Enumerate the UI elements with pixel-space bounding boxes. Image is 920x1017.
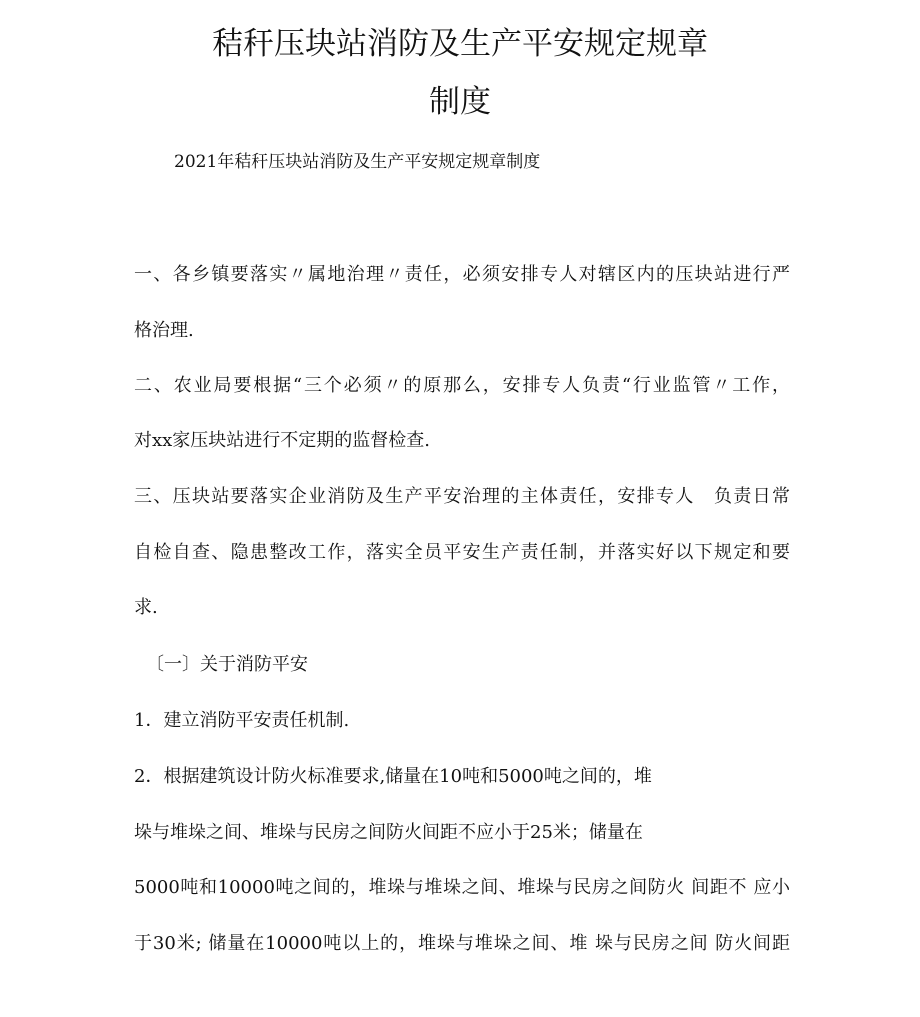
item-2-line-3: 5000吨和10000吨之间的，堆垛与堆垛之间、堆垛与民房之间防火 间距不 应小	[134, 877, 790, 898]
paragraph-3-line-1: 三、压块站要落实企业消防及生产平安治理的主体责任，安排专人 负责日常	[134, 486, 790, 507]
paragraph-2-line-1: 二、农业局要根据“三个必须〃的原那么，安排专人负责“行业监管〃工作，	[134, 375, 790, 396]
paragraph-2-line-2: 对xx家压块站进行不定期的监督检查.	[134, 430, 431, 451]
document-subtitle: 2021年秸秆压块站消防及生产平安规定规章制度	[174, 152, 541, 172]
item-2-line-1: 2．根据建筑设计防火标准要求,储量在10吨和5000吨之间的，堆	[134, 766, 652, 787]
section-heading-fire-safety: 〔一〕关于消防平安	[146, 654, 308, 675]
item-2-line-4: 于30米; 储量在10000吨以上的，堆垛与堆垛之间、堆 垛与民房之间 防火间距	[134, 933, 790, 954]
paragraph-1-line-2: 格治理.	[134, 320, 194, 341]
paragraph-3-line-3: 求.	[134, 597, 158, 618]
paragraph-1-line-1: 一、各乡镇要落实〃属地治理〃责任，必须安排专人对辖区内的压块站进行严	[134, 264, 790, 285]
item-1: 1．建立消防平安责任机制.	[134, 710, 350, 731]
item-2-line-2: 垛与堆垛之间、堆垛与民房之间防火间距不应小于25米；储量在	[134, 822, 643, 843]
document-title-line-1: 秸秆压块站消防及生产平安规定规章	[212, 26, 708, 62]
paragraph-3-line-2: 自检自查、隐患整改工作，落实全员平安生产责任制，并落实好以下规定和要	[134, 542, 790, 563]
document-title-line-2: 制度	[429, 84, 491, 120]
